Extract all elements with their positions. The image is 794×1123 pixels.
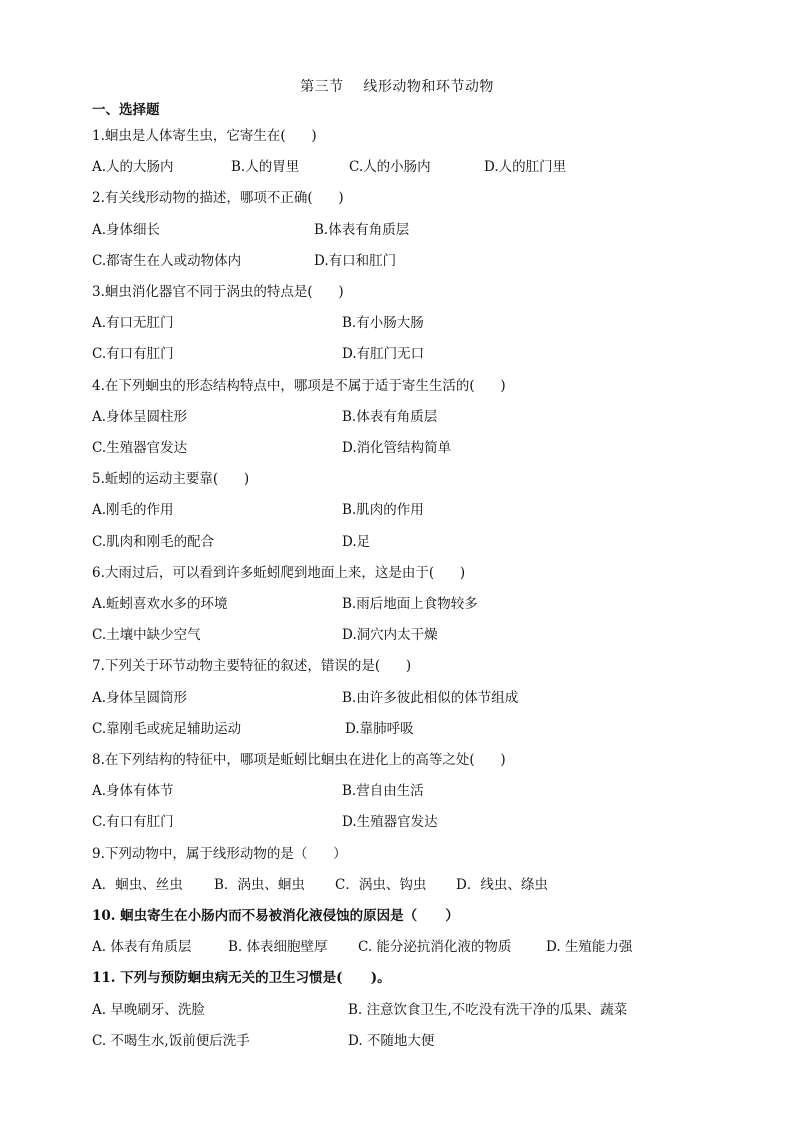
- question-10: 10. 蛔虫寄生在小肠内而不易被消化液侵蚀的原因是（ ）: [92, 908, 459, 924]
- q1-option-a: A.人的大肠内: [92, 159, 174, 175]
- question-9: 9.下列动物中，属于线形动物的是（ ）: [92, 846, 347, 862]
- q7-option-b: B.由许多彼此相似的体节组成: [342, 690, 519, 706]
- question-8: 8.在下列结构的特征中，哪项是蚯蚓比蛔虫在进化上的高等之处( ): [92, 752, 506, 768]
- q11-option-a: A. 早晚刷牙、洗脸: [92, 1002, 205, 1018]
- q6-option-c: C.土壤中缺少空气: [92, 627, 201, 643]
- q5-option-b: B.肌肉的作用: [342, 502, 424, 518]
- q11-option-d: D. 不随地大便: [348, 1033, 435, 1049]
- q3-option-c: C.有口有肛门: [92, 346, 174, 362]
- q10-option-a: A. 体表有角质层: [92, 939, 192, 955]
- question-11: 11. 下列与预防蛔虫病无关的卫生习惯是( )。: [92, 970, 391, 986]
- q4-option-b: B.体表有角质层: [342, 409, 438, 425]
- q2-option-c: C.都寄生在人或动物体内: [92, 253, 242, 269]
- q8-option-a: A.身体有体节: [92, 783, 174, 799]
- question-2: 2.有关线形动物的描述，哪项不正确( ): [92, 190, 344, 206]
- q1-option-d: D.人的肛门里: [484, 159, 567, 175]
- question-6: 6.大雨过后，可以看到许多蚯蚓爬到地面上来，这是由于( ): [92, 565, 466, 581]
- q3-option-a: A.有口无肛门: [92, 315, 174, 331]
- question-3: 3.蛔虫消化器官不同于涡虫的特点是( ): [92, 284, 344, 300]
- q11-option-b: B. 注意饮食卫生,不吃没有洗干净的瓜果、蔬菜: [348, 1002, 628, 1018]
- question-1: 1.蛔虫是人体寄生虫，它寄生在( ): [92, 128, 317, 144]
- q10-option-b: B. 体表细胞壁厚: [228, 939, 328, 955]
- q4-option-a: A.身体呈圆柱形: [92, 409, 188, 425]
- q9-option-c: C．涡虫、钩虫: [335, 877, 427, 893]
- q11-option-c: C. 不喝生水,饭前便后洗手: [92, 1033, 250, 1049]
- q10-option-d: D. 生殖能力强: [546, 939, 633, 955]
- q7-option-a: A.身体呈圆筒形: [92, 690, 188, 706]
- q6-option-a: A.蚯蚓喜欢水多的环境: [92, 596, 228, 612]
- q1-option-b: B.人的胃里: [231, 159, 300, 175]
- q6-option-d: D.洞穴内太干燥: [342, 627, 438, 643]
- q8-option-c: C.有口有肛门: [92, 814, 174, 830]
- question-5: 5.蚯蚓的运动主要靠( ): [92, 471, 250, 487]
- q9-option-d: D．线虫、绦虫: [456, 877, 548, 893]
- q9-option-a: A．蛔虫、丝虫: [92, 877, 183, 893]
- question-7: 7.下列关于环节动物主要特征的叙述，错误的是( ): [92, 658, 412, 674]
- q1-option-c: C.人的小肠内: [349, 159, 431, 175]
- q7-option-c: C.靠刚毛或疣足辅助运动: [92, 721, 242, 737]
- q3-option-b: B.有小肠大肠: [342, 315, 424, 331]
- page-title: 第三节 线形动物和环节动物: [300, 79, 494, 95]
- section-heading: 一、选择题: [92, 102, 160, 118]
- q8-option-d: D.生殖器官发达: [342, 814, 438, 830]
- q4-option-c: C.生殖器官发达: [92, 440, 188, 456]
- q2-option-b: B.体表有角质层: [314, 222, 410, 238]
- q10-option-c: C. 能分泌抗消化液的物质: [358, 939, 512, 955]
- q5-option-d: D.足: [342, 534, 371, 550]
- q5-option-c: C.肌肉和刚毛的配合: [92, 534, 215, 550]
- q4-option-d: D.消化管结构简单: [342, 440, 452, 456]
- q9-option-b: B．涡虫、蛔虫: [214, 877, 305, 893]
- q8-option-b: B.营自由生活: [342, 783, 424, 799]
- q7-option-d: D.靠肺呼吸: [345, 721, 414, 737]
- q2-option-a: A.身体细长: [92, 222, 161, 238]
- q3-option-d: D.有肛门无口: [342, 346, 425, 362]
- question-4: 4.在下列蛔虫的形态结构特点中，哪项是不属于适于寄生生活的( ): [92, 378, 506, 394]
- q5-option-a: A.刚毛的作用: [92, 502, 174, 518]
- q6-option-b: B.雨后地面上食物较多: [342, 596, 478, 612]
- q2-option-d: D.有口和肛门: [314, 253, 397, 269]
